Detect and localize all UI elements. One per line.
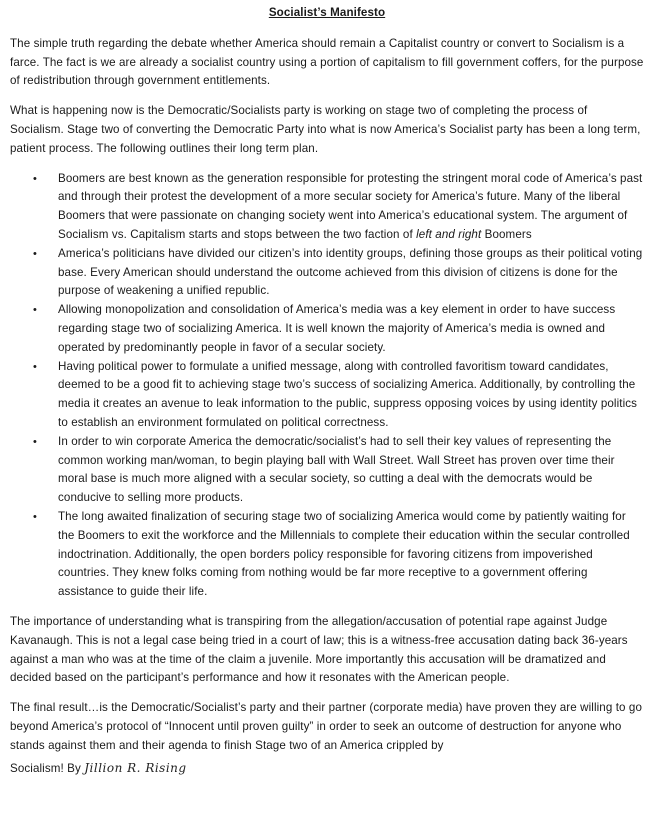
bullet-icon: • [33,172,37,185]
bullet-item-finalization [10,508,644,602]
intro-paragraph-2: What is happening now is the Democratic/Socialists party is working on stage two of completing the process of Socialism. Stage two of converting the Democratic Party into what is now America’s Socialist party has been a long term, patient process. The following outlines their long term plan. [10,104,641,155]
bullet-item-identity-groups [10,245,644,301]
bullet-item-corporate-america [10,433,644,508]
document-title: Socialist’s Manifesto [268,6,386,19]
plan-bullet-list [10,170,644,602]
closing-paragraph-1: The importance of understanding what is transpiring from the allegation/accusation of potential rape against Judge Kavanaugh. This is not a legal case being tried in a court of law; this is a witness-free accusation dating back 36-years against a man who was at the time of the claim a juvenile. More importantly this accusation will be dramatized and decided based on the participant’s performance and how it resonates with the American people. [10,614,628,685]
bullet-icon: • [33,360,37,373]
bullet-tail-text: Boomers [481,227,532,241]
bullet-text: The long awaited finalization of securing stage two of socializing America would come by patiently waiting for the Boomers to exit the workforce and the Millennials to complete their education within the secular controlled indoctrination. Additionally, the open borders policy responsible for favoring citizens from impoverished countries. They knew folks coming from nothing would be far more receptive to a government offering assistance to guide their life. [58,509,630,599]
bullet-icon: • [33,435,37,448]
document-page [10,4,644,779]
bullet-text: Boomers are best known as the generation responsible for protesting the stringent moral code of America’s past and through their protest the development of a more secular society for America’s future. Many of the liberal Boomers that were passionate on changing society went into America’s educational system. The argument of Socialism vs. Capitalism starts and stops between the two faction of [58,171,643,241]
author-signature: Jillion R. Rising [84,761,187,776]
bullet-text: America’s politicians have divided our citizen’s into identity groups, defining those groups as their political voting base. Every American should understand the outcome achieved from this division of citizens is done for the purpose of weakening a unified republic. [58,246,643,298]
bullet-item-media [10,301,644,357]
bullet-icon: • [33,304,37,317]
bullet-icon: • [33,510,37,523]
bullet-item-boomers [10,170,644,245]
bullet-text: In order to win corporate America the democratic/socialist’s had to sell their key values of representing the common working man/woman, to begin playing ball with Wall Street. Wall Street has proven over time their moral base is much more aligned with a secular society, so cutting a deal with the democrats would be conducive to selling more products. [58,434,615,505]
sign-off-line [10,759,644,779]
bullet-italic-text: left and right [416,227,482,241]
closing-paragraph-2: The final result…is the Democratic/Socialist’s party and their partner (corporate media) have proven they are willing to go beyond America’s protocol of “Innocent until proven guilty” in order to seek an outcome of destruction for anyone who stands against them and their agenda to finish Stage two of an America crippled by [10,701,642,752]
bullet-text: Allowing monopolization and consolidation of America’s media was a key element in order to have success regarding stage two of socializing America. It is well known the majority of America’s media is owned and operated by predominantly people in favor of a secular society. [58,303,616,354]
bullet-item-political-power [10,358,644,433]
bullet-icon: • [33,247,37,260]
bullet-text: Having political power to formulate a unified message, along with controlled favoritism toward candidates, deemed to be a good fit to achieving stage two’s success of socializing America. Additionally, by controlling the media it creates an avenue to leak information to the public, suppress opposing voices by using identity politics to establish an environment formulated on political correctness. [58,359,638,429]
intro-paragraph-1: The simple truth regarding the debate whether America should remain a Capitalist country or convert to Socialism is a farce. The fact is we are already a socialist country using a portion of capitalism to fill government coffers, for the purpose of redistribution through government entitlements. [10,36,644,88]
sign-off-lead: Socialism! By [10,762,81,776]
